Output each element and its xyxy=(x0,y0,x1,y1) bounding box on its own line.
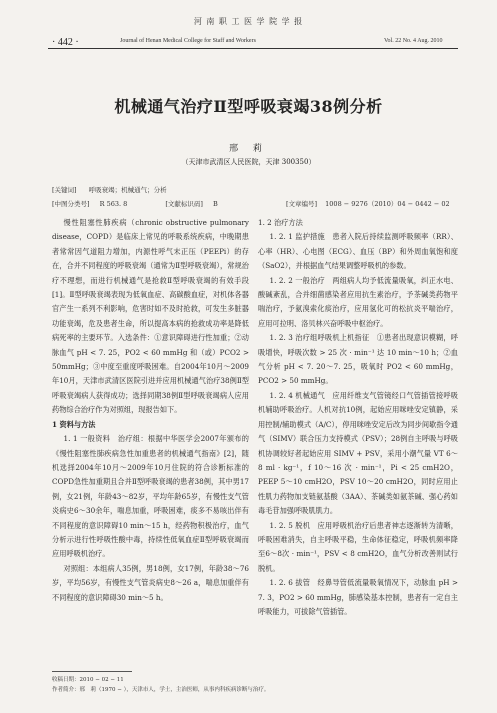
subsection-1-2-4: 1. 2. 4 机械通气 应用纤维支气管镜经口气管插管接呼吸机辅助呼吸治疗。人机对抗10例，起始应用咪唑安定镇静，采用控制/辅助模式（A/C），停用咪唑安定后改为同步间歇指令通气（SIMV）联合压力支持模式（PSV）；28例自主呼吸与呼吸机协调较好者起始应用 SIMV + PSV，采用小潮气量 VT 6～8 ml · kg⁻¹，f 10～16 次 · min⁻¹，Pi < 25 cmH2O，PEEP 5～10 cmH2O，PSV 10～20 cmH2O，同时应用止性肌力药物加支链氨基酸（3AA）、茶碱类如氨茶碱、强心药如毒毛苷加强呼吸肌肌力。 xyxy=(258,390,458,516)
intro-paragraph: 慢性阻塞性肺疾病（chronic obstructive pulmonary disease，COPD）是临床上常见的呼吸系统疾病，中晚期患者常常因气道阻力增加，内源性呼气末正压（PEEPi）的存在，合并不同程度的呼吸衰竭（通常为Ⅱ型呼吸衰竭），常规治疗不理想，而进行机械通气是抢救Ⅱ型呼吸衰竭的有效手段[1]。Ⅱ型呼吸衰竭表现为低氧血症、高碳酸血症，对机体各器官产生一系列不利影响，危害时如不及时抢救，可发生多脏器功能衰竭，危及患者生命，所以提高本病的抢救成功率是降低病死率的主要环节。入选条件：①意识障碍进行性加重；②动脉血气 pH < 7. 25，PO2 < 60 mmHg 和（或）PCO2 > 50mmHg；③中度至重度呼吸困难。自2004年10月～2009年10月，天津市武清区医院引进并应用机械通气治疗38例Ⅱ型呼吸衰竭病人获得成功；选择同期38例Ⅱ型呼吸衰竭病人应用药物综合治疗作为对照组，现报告如下。 xyxy=(52,218,249,415)
article-title: 机械通气治疗Ⅱ型呼吸衰竭38例分析 xyxy=(114,97,383,116)
subsection-1-2-heading: 1. 2 治疗方法 xyxy=(258,218,303,227)
clc-row xyxy=(52,199,218,208)
right-column xyxy=(258,216,458,619)
footnote-rule xyxy=(52,671,132,672)
header-rule xyxy=(48,48,458,49)
clc-label: [中图分类号] xyxy=(52,200,90,208)
doc-code-value: B xyxy=(213,200,218,208)
page-number: · 442 · xyxy=(52,37,79,48)
article-number-row xyxy=(286,199,450,208)
subsection-1-1 xyxy=(52,432,249,562)
subsection-1-2-5: 1. 2. 5 脱机 应用呼吸机治疗后患者神志逐渐转为清晰，呼吸困难消失，自主呼吸平稳，生命体征稳定，呼吸机频率降至6～8次 · min⁻¹，PSV < 8 cmH2O，血气分析改善则试行脱机。 xyxy=(258,520,458,573)
control-group-paragraph: 对照组：本组病人35例，男18例，女17例，年龄38～76岁，平均56岁，有慢性支气管炎病史8～26 a，喘息加重伴有不同程度的意识障碍30 min～5 h。 xyxy=(52,563,249,602)
journal-english-name: Journal of Henan Medical College for Staff and Workers xyxy=(120,38,256,44)
author-bio: 作者简介：邢 莉（1970 − ），天津市人，学士，主治医师，从事内科疾病诊断与治疗。 xyxy=(52,687,270,693)
doc-code-label: [文献标识码] xyxy=(165,200,203,208)
subsection-1-2-1: 1. 2. 1 监护措施 患者入院后持续监测呼吸频率（RR）、心率（HR）、心电图（ECG）、血压（BP）和外周血氧饱和度（SaO2），并根据血气结果调整呼吸机的参数。 xyxy=(258,232,458,271)
left-column xyxy=(52,216,249,605)
journal-chinese-name: 河 南 职 工 医 学 院 学 报 xyxy=(193,17,304,26)
keywords-row xyxy=(52,185,167,194)
received-date: 收稿日期：2010 − 02 − 11 xyxy=(52,677,124,683)
subsection-1-2-6: 1. 2. 6 拔管 经鼻导管低流量吸氧情况下，动脉血 pH > 7. 3，PO2 > 60 mmHg，肺感染基本控制，患者有一定自主呼吸能力，可拔除气管插管。 xyxy=(258,578,458,616)
keywords-value: 呼吸衰竭；机械通气；分析 xyxy=(88,186,167,194)
subsection-1-1-text: 治疗组：根据中华医学会2007年颁布的《慢性阻塞性肺疾病急性加重患者的机械通气指南》[2]，随机选择2004年10月～2009年10月住院的符合诊断标准的COPD急性加重期且合并Ⅱ型呼吸衰竭的患者38例，其中男17例，女21例，年龄43～82岁，平均年龄65岁，有慢性支气管炎病史6～30余年，喘息加重，呼吸困难，痰多不易咳出伴有不同程度的意识障碍10 min～15 h，经药物积极治疗，血气分析示进行性呼吸性酸中毒，持续性低氧血症Ⅱ型呼吸衰竭而应用呼吸机治疗。 xyxy=(52,434,249,559)
section-1-heading: 1 资料与方法 xyxy=(52,419,96,429)
volume-info: Vol. 22 No. 4 Aug. 2010 xyxy=(384,38,443,44)
subsection-1-2-3: 1. 2. 3 治疗组呼吸机上机指征 ①患者出现意识模糊，呼吸增快，呼吸次数 > 25 次 · min⁻¹ 达 10 min～10 h；②血气分析 pH < 7. 20～7. 25，吸氧时 PO2 < 60 mmHg，PCO2 > 50 mmHg。 xyxy=(258,333,458,386)
subsection-1-1-title: 1. 1 一般资料 xyxy=(63,434,111,444)
subsection-1-2-2: 1. 2. 2 一般治疗 两组病人均予低流量吸氧，纠正水电、酸碱紊乱，合并细菌感染者应用抗生素治疗，予茶碱类药物平喘治疗，予氨溴索化痰治疗，应用氢化可的松抗炎平喘治疗，应用可拉明、洛贝林兴奋呼吸中枢治疗。 xyxy=(258,275,458,328)
clc-value: R 563. 8 xyxy=(99,200,128,208)
article-number-value: 1008 − 9276（2010）04 − 0442 − 02 xyxy=(325,200,450,208)
article-author: 邢 莉 xyxy=(229,144,268,154)
article-number-label: [文章编号] xyxy=(286,200,318,208)
article-affiliation: （天津市武清区人民医院，天津 300350） xyxy=(181,158,316,166)
keywords-label: [关键词] xyxy=(52,186,77,194)
